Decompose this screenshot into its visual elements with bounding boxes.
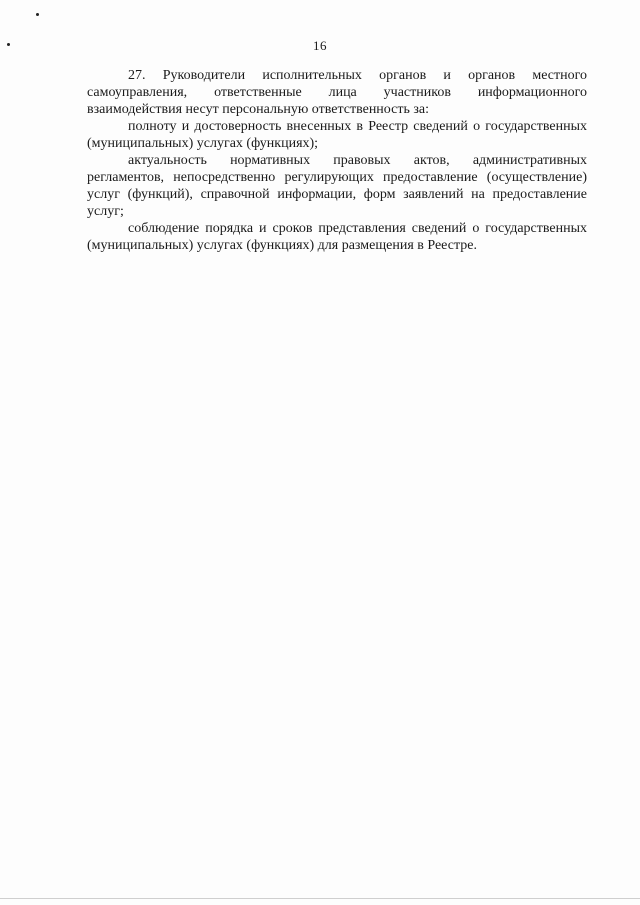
paragraph-completeness: полноту и достоверность внесенных в Реестр сведений о государственных (муниципальных) услугах (функциях);: [87, 119, 587, 151]
paragraph-27: 27. Руководители исполнительных органов и органов местного самоуправления, ответственные лица участников информационного взаимодействия несут персональную ответственность за:: [87, 68, 587, 117]
scan-edge-line: [0, 898, 640, 899]
page-number: 16: [313, 38, 327, 53]
paragraph-relevance: актуальность нормативных правовых актов, административных регламентов, непосредственно регулирующих предоставление (осуществление) услуг (функций), справочной информации, форм заявлений на предоставление услуг;: [87, 153, 587, 219]
document-body: [87, 67, 587, 254]
scan-speck: [36, 13, 39, 16]
paragraph-compliance: соблюдение порядка и сроков представления сведений о государственных (муниципальных) услугах (функциях) для размещения в Реестре.: [87, 221, 587, 253]
